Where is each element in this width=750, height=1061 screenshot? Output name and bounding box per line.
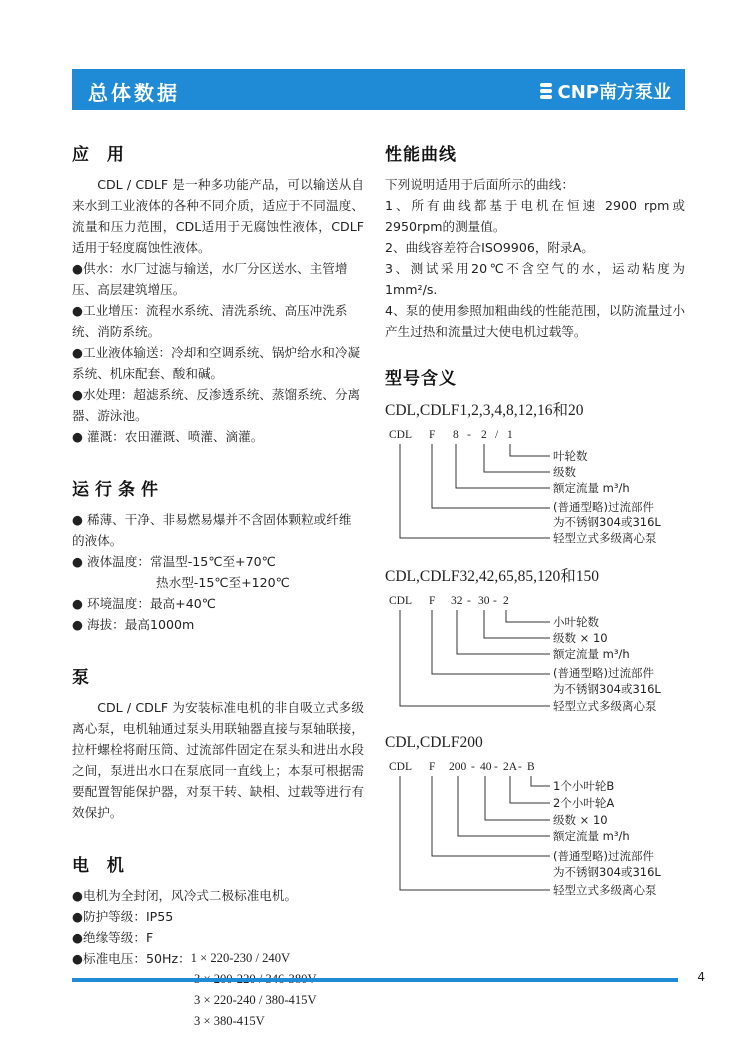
leader-line	[400, 444, 550, 538]
application-intro: CDL / CDLF 是一种多功能产品，可以输送从自来水到工业液体的各种不同介质，适应于不同温度、流量和压力范围，CDL适用于无腐蚀性液体，CDLF适用于轻度腐蚀性液体。	[72, 177, 364, 255]
code-label: (普通型略)过流部件	[553, 849, 654, 863]
code-label: 轻型立式多级离心泵	[553, 531, 657, 545]
curves-heading: 性能曲线	[385, 145, 457, 165]
code-label: (普通型略)过流部件	[553, 500, 654, 514]
leader-line	[400, 610, 550, 706]
code-label: 小叶轮数	[553, 615, 599, 629]
model-title-1: CDL,CDLF1,2,3,4,8,12,16和20	[385, 402, 584, 419]
curves-item: 2、曲线容差符合ISO9906，附录A。	[385, 240, 594, 255]
motor-bullet: ●绝缘等级：F	[72, 930, 154, 945]
code-part: F	[429, 761, 436, 773]
code-label: 额定流量 m³/h	[553, 481, 630, 495]
application-bullet: ●供水：水厂过滤与输送，水厂分区送水、主管增压、高层建筑增压。	[72, 261, 348, 297]
model-code-diagram-1	[385, 426, 685, 546]
model-heading: 型号含义	[385, 369, 457, 389]
code-part: -	[467, 429, 471, 441]
code-part: -	[493, 595, 497, 607]
model-title-2: CDL,CDLF32,42,65,85,120和150	[385, 568, 599, 585]
code-part: 2A	[503, 761, 518, 773]
code-label: 为不锈钢304或316L	[553, 865, 661, 879]
code-label: 级数	[553, 465, 576, 479]
operating-heading: 运行条件	[72, 480, 164, 500]
code-label: 轻型立式多级离心泵	[553, 883, 657, 897]
model-code-diagram-3	[385, 758, 685, 906]
code-part: 40	[480, 761, 492, 773]
leader-line	[457, 610, 550, 654]
code-label: 级数 × 10	[553, 813, 608, 827]
application-bullet: ● 灌溉：农田灌溉、喷灌、滴灌。	[72, 429, 264, 444]
application-bullet: ●水处理：超滤系统、反渗透系统、蒸馏系统、分离器、游泳池。	[72, 387, 361, 423]
leader-line	[531, 776, 550, 786]
code-label: 轻型立式多级离心泵	[553, 699, 657, 713]
pump-heading: 泵	[72, 668, 95, 688]
header-bar	[72, 69, 685, 110]
right-column	[385, 128, 685, 910]
motor-heading: 电 机	[72, 856, 130, 876]
motor-bullet: ●电机为全封闭，风冷式二极标准电机。	[72, 888, 298, 903]
motor-bullet: ●防护等级：IP55	[72, 909, 174, 924]
liquid-temp-row	[72, 551, 364, 572]
code-label: (普通型略)过流部件	[553, 666, 654, 680]
curves-item: 4、泵的使用参照加粗曲线的性能范围，以防流量过小产生过热和流量过大使电机过载等。	[385, 303, 685, 339]
liquid-temp-row-hot	[72, 572, 364, 593]
operating-bullet: ● 稀薄、干净、非易燃易爆并不含固体颗粒或纤维的液体。	[72, 512, 352, 548]
leader-line	[400, 776, 550, 890]
leader-line	[456, 444, 550, 488]
code-part: 2	[481, 429, 487, 441]
code-part: CDL	[389, 595, 412, 607]
code-label: 为不锈钢304或316L	[553, 682, 661, 696]
code-part: F	[429, 595, 436, 607]
voltage-label: ●标准电压：50Hz：	[72, 951, 191, 966]
code-label: 级数 × 10	[553, 631, 608, 645]
leader-line	[485, 776, 550, 820]
code-part: 32	[451, 595, 463, 607]
code-part: -	[518, 761, 522, 773]
leader-line	[510, 444, 550, 456]
application-bullet: ●工业液体输送：冷却和空调系统、锅炉给水和冷凝系统、机床配套、酸和碱。	[72, 345, 361, 381]
liquid-temp-hot: 热水型-15℃至+120℃	[156, 575, 290, 590]
code-label: 叶轮数	[553, 449, 588, 463]
code-part: 1	[507, 429, 513, 441]
code-part: CDL	[389, 429, 412, 441]
liquid-temp-normal: 常温型-15℃至+70℃	[149, 554, 276, 569]
code-part: F	[429, 429, 436, 441]
code-label: 2个小叶轮A	[553, 796, 615, 810]
code-part: 200	[449, 761, 467, 773]
liquid-temp-label: ● 液体温度：	[72, 554, 150, 569]
leader-line	[432, 444, 550, 508]
model-code-diagram-2	[385, 592, 685, 716]
code-label: 为不锈钢304或316L	[553, 515, 661, 529]
leader-line	[484, 444, 550, 472]
voltage-value: 3 × 220-240 / 380-415V	[194, 993, 317, 1007]
leader-line	[458, 776, 550, 836]
model-title-3: CDL,CDLF200	[385, 734, 483, 751]
code-label: 额定流量 m³/h	[553, 647, 630, 661]
code-part: -	[471, 761, 475, 773]
brand-logo	[540, 78, 671, 104]
application-bullet: ●工业增压：流程水系统、清洗系统、高压冲洗系统、消防系统。	[72, 303, 348, 339]
brand-name: CNP南方泵业	[557, 82, 671, 103]
altitude: ● 海拔：最高1000m	[72, 617, 195, 632]
code-part: /	[495, 429, 499, 441]
code-label: 额定流量 m³/h	[553, 829, 630, 843]
cnp-logo-icon	[540, 82, 554, 100]
code-part: -	[494, 761, 498, 773]
pump-description: CDL / CDLF 为安装标准电机的非自吸立式多级离心泵，电机轴通过泵头用联轴器直接与泵轴联接，拉杆螺栓将耐压筒、过流部件固定在泵头和进出水段之间，泵进出水口在泵底同一直线上；本泵可根据需要配置智能保护器，对泵干转、缺相、过载等进行有效保护。	[72, 700, 364, 820]
code-part: CDL	[389, 761, 412, 773]
leader-line	[510, 776, 550, 803]
voltage-row	[72, 948, 364, 969]
voltage-value: 1 × 220-230 / 240V	[190, 951, 291, 965]
left-column	[72, 128, 364, 1032]
page-title: 总体数据	[88, 81, 180, 105]
ambient-temp: ● 环境温度：最高+40℃	[72, 596, 216, 611]
code-part: 2	[503, 595, 509, 607]
voltage-value: 3 × 380-415V	[194, 1014, 265, 1028]
code-part: 8	[453, 429, 459, 441]
leader-line	[432, 776, 550, 856]
code-part: B	[527, 761, 535, 773]
leader-line	[484, 610, 550, 638]
application-heading: 应 用	[72, 145, 130, 165]
curves-item: 3、测试采用20℃不含空气的水，运动粘度为1mm²/s.	[385, 261, 685, 297]
footer-rule	[72, 978, 678, 982]
leader-line	[432, 610, 550, 674]
curves-intro: 下列说明适用于后面所示的曲线：	[385, 177, 574, 192]
code-label: 1个小叶轮B	[553, 779, 615, 793]
curves-item: 1、所有曲线都基于电机在恒速 2900 rpm或2950rpm的测量值。	[385, 198, 685, 234]
page-number: 4	[697, 970, 705, 984]
code-part: 30	[478, 595, 490, 607]
leader-line	[506, 610, 550, 622]
code-part: -	[467, 595, 471, 607]
